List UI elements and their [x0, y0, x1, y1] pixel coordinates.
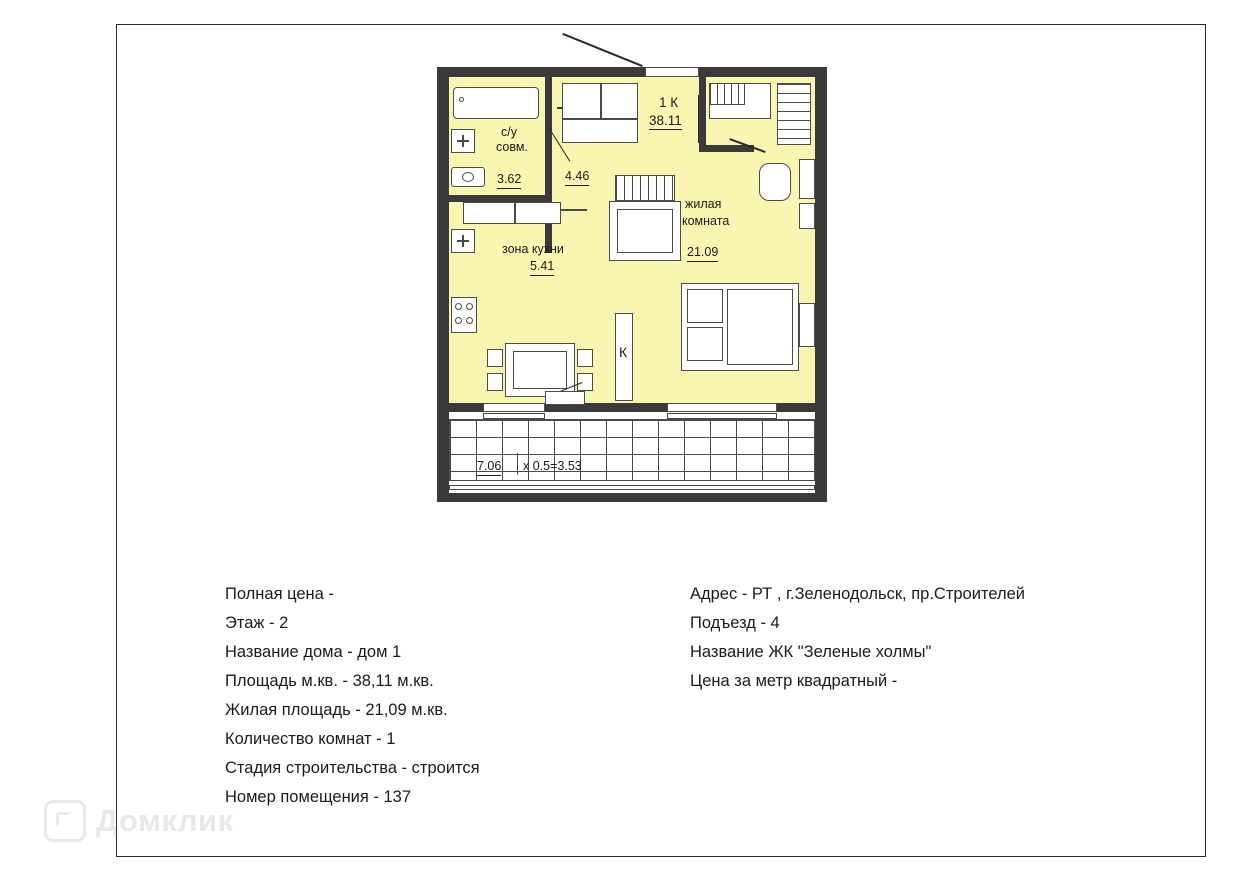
window-bottom-left: [483, 403, 545, 412]
wall-left: [437, 67, 449, 412]
info-rooms-count: Количество комнат - 1: [225, 730, 396, 748]
living-shelf-icon: [777, 83, 811, 145]
toilet-bowl-icon: [462, 172, 474, 182]
stove-burner-3-icon: [455, 317, 462, 324]
info-total-area: Площадь м.кв. - 38,11 м.кв.: [225, 672, 434, 690]
wall-top-left: [437, 67, 645, 77]
floor-plan: [437, 67, 855, 502]
kitchen-zone-label: зона кухни: [502, 242, 564, 256]
balcony-rail: [449, 485, 815, 490]
info-address: Адрес - РТ , г.Зеленодольск, пр.Строителей: [690, 585, 1025, 603]
info-construction-stage: Стадия строительства - строится: [225, 759, 480, 777]
living-hatch-icon: [709, 83, 745, 105]
stove-burner-1-icon: [455, 303, 462, 310]
hall-wardrobe-2-icon: [562, 119, 638, 143]
bathroom-area-label: 3.62: [497, 172, 521, 189]
living-room-area-label: 21.09: [687, 245, 718, 262]
bed-pillow-1-icon: [687, 289, 723, 323]
info-entrance: Подъезд - 4: [690, 614, 780, 632]
stove-burner-4-icon: [466, 317, 473, 324]
balcony-wall-left: [437, 412, 449, 502]
info-complex-name: Название ЖК "Зеленые холмы": [690, 643, 932, 661]
kitchen-counter-edge-icon: [561, 209, 587, 211]
info-right-column: [690, 580, 1025, 696]
wall-bottom-left: [437, 403, 483, 412]
balcony-wall-bottom: [437, 493, 827, 502]
dining-table-top-icon: [513, 351, 567, 389]
living-room-label-2: комната: [682, 214, 730, 228]
chair-left-2-icon: [487, 373, 503, 391]
domclick-logo-icon: [44, 800, 86, 842]
cabinet-right-1-icon: [799, 159, 815, 199]
bathtub-drain-icon: [459, 97, 464, 102]
window-bottom-right: [667, 403, 777, 412]
info-living-area: Жилая площадь - 21,09 м.кв.: [225, 701, 448, 719]
entry-door: [645, 67, 699, 77]
wall-bathroom-bottom: [449, 195, 545, 202]
info-house-name: Название дома - дом 1: [225, 643, 402, 661]
info-left-column: [225, 580, 480, 812]
armchair-icon: [759, 163, 791, 201]
hall-wardrobe-div-icon: [600, 83, 602, 119]
kitchen-upper-cabinet-icon: [615, 175, 675, 201]
wall-bathroom-right: [545, 77, 552, 202]
kitchen-zone-area-label: 5.41: [530, 259, 554, 276]
info-full-price: Полная цена -: [225, 585, 334, 603]
info-price-per-sqm: Цена за метр квадратный -: [690, 672, 898, 690]
stove-burner-2-icon: [466, 303, 473, 310]
hallway-area-label: 4.46: [565, 169, 589, 186]
apartment-area-label: 38.11: [649, 113, 682, 128]
bathroom-label-2: совм.: [496, 140, 528, 154]
balcony-area-label: 7.06: [477, 459, 501, 476]
wall-bottom-right: [777, 403, 827, 412]
bathtub-icon: [453, 87, 539, 119]
wall-living-vert: [699, 95, 706, 145]
wall-top-right: [699, 67, 827, 77]
chair-left-1-icon: [487, 349, 503, 367]
watermark-text: Домклик: [96, 803, 234, 838]
kitchen-counter-icon: [463, 202, 515, 224]
nightstand-icon: [799, 303, 815, 347]
info-floor: Этаж - 2: [225, 614, 289, 632]
apartment-type-label: 1 К: [659, 95, 679, 110]
wall-right: [815, 67, 827, 412]
kitchen-sink-cross2-icon: [462, 235, 464, 247]
bed-pillow-2-icon: [687, 327, 723, 361]
info-unit-number: Номер помещения - 137: [225, 788, 412, 806]
balcony-wall-right: [815, 412, 827, 502]
balcony-formula-label: х 0.5=3.53: [523, 459, 582, 473]
stove-icon: [451, 297, 477, 333]
balcony-label-sep: [517, 453, 518, 475]
wardrobe-letter-label: К: [619, 344, 628, 360]
cabinet-right-2-icon: [799, 203, 815, 229]
door-swing-living: [698, 95, 699, 143]
dining-chair-seat-icon: [617, 209, 673, 253]
living-room-label-1: жилая: [685, 197, 722, 211]
bathroom-label-1: с/у: [501, 125, 517, 139]
kitchen-counter-2-icon: [515, 202, 561, 224]
balcony-area: [449, 419, 815, 481]
chair-right-1-icon: [577, 349, 593, 367]
balcony-door-leaf: [545, 391, 585, 405]
wall-entry-jamb: [699, 77, 706, 95]
watermark: [44, 800, 234, 842]
washbasin-cross2-icon: [462, 135, 464, 147]
bed-blanket-icon: [727, 289, 793, 365]
